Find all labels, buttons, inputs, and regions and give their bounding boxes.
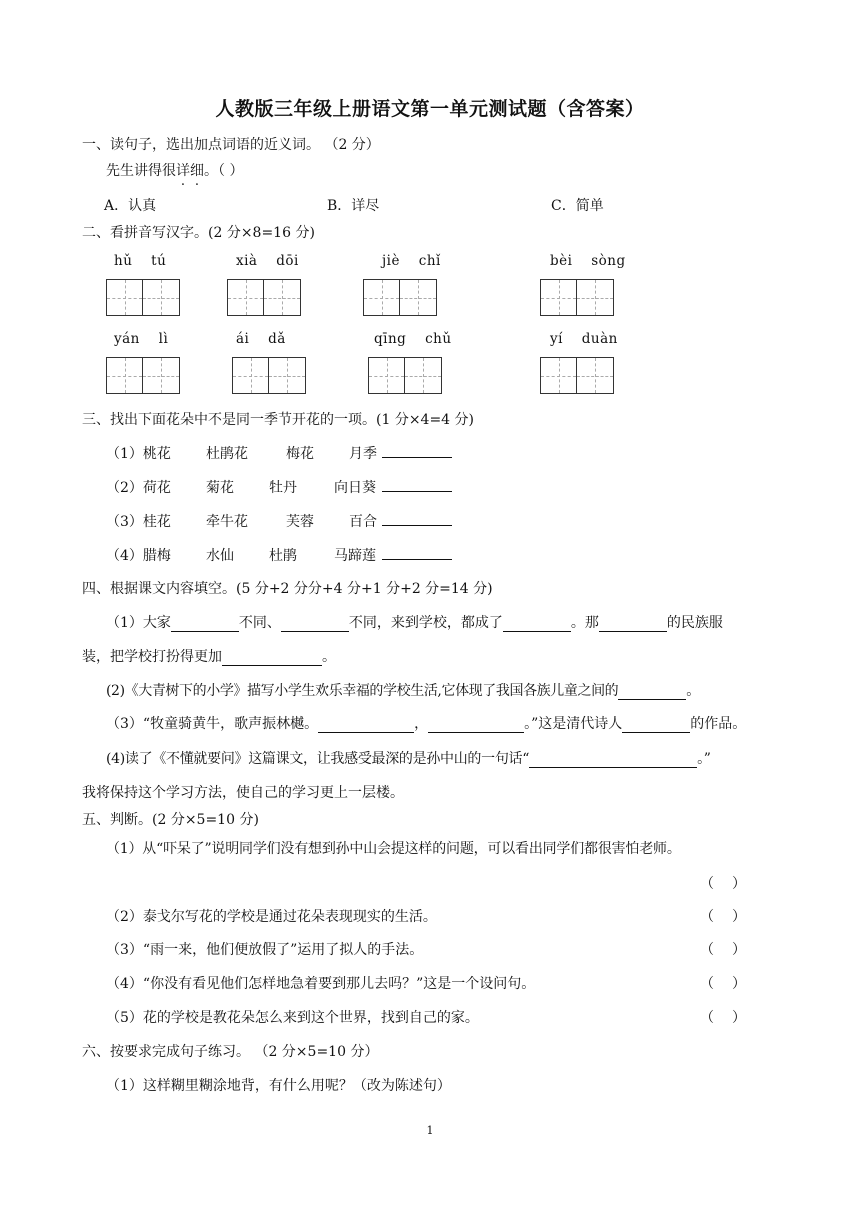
answer-blank[interactable] bbox=[599, 617, 667, 632]
writing-grid[interactable] bbox=[232, 357, 306, 394]
writing-grid[interactable] bbox=[540, 357, 614, 394]
fill-question-1: （1）大家 不同、 不同，来到学校，都成了 。那 的民族服 bbox=[106, 615, 723, 631]
section-1-sentence bbox=[106, 160, 243, 180]
answer-blank[interactable] bbox=[382, 443, 452, 458]
section-5-heading: 五、判断。(2 分×5=10 分) bbox=[82, 812, 259, 828]
flower-item: （2）荷花 bbox=[106, 480, 171, 496]
fill-question-2: (2)《大青树下的小学》描写小学生欢乐幸福的学校生活,它体现了我国各族儿童之间的 。 bbox=[106, 683, 700, 699]
flower-item: 马蹄莲 bbox=[334, 548, 376, 564]
fill-question-4: (4)读了《不懂就要问》这篇课文，让我感受最深的是孙中山的一句话“ 。” bbox=[106, 751, 711, 767]
answer-blank[interactable] bbox=[503, 617, 571, 632]
answer-paren[interactable]: （ ） bbox=[700, 909, 746, 925]
judge-item-2: （2）泰戈尔写花的学校是通过花朵表现现实的生活。 bbox=[106, 909, 437, 925]
pinyin-label: bèi sòng bbox=[550, 253, 626, 269]
answer-blank[interactable] bbox=[318, 718, 414, 733]
pinyin-label: qīng chǔ bbox=[374, 331, 452, 347]
answer-paren[interactable]: （ ） bbox=[700, 976, 746, 992]
answer-blank[interactable] bbox=[618, 685, 686, 700]
flower-item: （3）桂花 bbox=[106, 514, 171, 530]
fill-question-3: （3）“牧童骑黄牛，歌声振林樾。 ， 。”这是清代诗人 的作品。 bbox=[106, 716, 747, 732]
section-3-heading: 三、找出下面花朵中不是同一季节开花的一项。(1 分×4=4 分) bbox=[82, 412, 475, 428]
pinyin-label: ái dǎ bbox=[236, 331, 286, 347]
flower-item: 梅花 bbox=[286, 446, 314, 462]
flower-item: 向日葵 bbox=[334, 480, 376, 496]
answer-blank[interactable] bbox=[222, 651, 322, 666]
pinyin-label: yí duàn bbox=[550, 331, 618, 347]
judge-item-4: （4）“你没有看见他们怎样地急着要到那儿去吗？”这是一个设问句。 bbox=[106, 976, 536, 992]
pinyin-label: xià dōi bbox=[236, 253, 299, 269]
section-1-heading: 一、读句子，选出加点词语的近义词。 （2 分） bbox=[82, 137, 380, 153]
answer-blank[interactable] bbox=[529, 753, 697, 768]
writing-grid[interactable] bbox=[106, 357, 180, 394]
dotted-char: 细 bbox=[190, 163, 204, 179]
writing-grid[interactable] bbox=[363, 279, 437, 316]
flower-item: 水仙 bbox=[206, 548, 234, 564]
sentence-text: 先生讲得很 bbox=[106, 163, 176, 179]
flower-item: 菊花 bbox=[206, 480, 234, 496]
flower-item: 杜鹃花 bbox=[206, 446, 248, 462]
section-2-heading: 二、看拼音写汉字。(2 分×8=16 分) bbox=[82, 225, 315, 241]
answer-blank[interactable] bbox=[382, 545, 452, 560]
page-number: 1 bbox=[426, 1124, 434, 1137]
judge-item-5: （5）花的学校是教花朵怎么来到这个世界，找到自己的家。 bbox=[106, 1010, 479, 1026]
option-b: B．详尽 bbox=[327, 198, 380, 214]
flower-item: 芙蓉 bbox=[286, 514, 314, 530]
flower-item: 牵牛花 bbox=[206, 514, 248, 530]
answer-blank[interactable] bbox=[281, 617, 349, 632]
answer-paren[interactable]: （ ） bbox=[700, 1010, 746, 1026]
answer-blank[interactable] bbox=[382, 511, 452, 526]
judge-item-1: （1）从“吓呆了”说明同学们没有想到孙中山会提这样的问题，可以看出同学们都很害怕老师。 bbox=[106, 841, 681, 857]
flower-item: 百合 bbox=[349, 514, 377, 530]
dotted-char: 详 bbox=[176, 163, 190, 179]
answer-parenthesis: 。（ ） bbox=[204, 163, 244, 179]
flower-item: 牡丹 bbox=[269, 480, 297, 496]
flower-item: 月季 bbox=[349, 446, 377, 462]
sentence-question-1: （1）这样糊里糊涂地背，有什么用呢？（改为陈述句） bbox=[106, 1078, 451, 1094]
flower-item: 杜鹃 bbox=[269, 548, 297, 564]
fill-question-4-cont: 我将保持这个学习方法，使自己的学习更上一层楼。 bbox=[82, 785, 404, 801]
answer-paren[interactable]: （ ） bbox=[700, 876, 746, 892]
answer-paren[interactable]: （ ） bbox=[700, 942, 746, 958]
option-a: A．认真 bbox=[104, 198, 157, 214]
writing-grid[interactable] bbox=[368, 357, 442, 394]
page-title: 人教版三年级上册语文第一单元测试题（含答案） bbox=[215, 98, 645, 120]
flower-item: （4）腊梅 bbox=[106, 548, 171, 564]
pinyin-label: yán lì bbox=[114, 331, 169, 347]
fill-question-1-cont: 装，把学校打扮得更加 。 bbox=[82, 649, 336, 665]
answer-blank[interactable] bbox=[382, 477, 452, 492]
judge-item-3: （3）“雨一来，他们便放假了”运用了拟人的手法。 bbox=[106, 942, 424, 958]
writing-grid[interactable] bbox=[227, 279, 301, 316]
answer-blank[interactable] bbox=[171, 617, 239, 632]
writing-grid[interactable] bbox=[540, 279, 614, 316]
flower-item: （1）桃花 bbox=[106, 446, 171, 462]
answer-blank[interactable] bbox=[622, 718, 690, 733]
writing-grid[interactable] bbox=[106, 279, 180, 316]
section-6-heading: 六、按要求完成句子练习。 （2 分×5=10 分） bbox=[82, 1044, 379, 1060]
answer-blank[interactable] bbox=[428, 718, 524, 733]
pinyin-label: jiè chǐ bbox=[382, 253, 441, 269]
section-4-heading: 四、根据课文内容填空。(5 分+2 分分+4 分+1 分+2 分=14 分) bbox=[82, 581, 493, 597]
pinyin-label: hǔ tú bbox=[114, 253, 167, 269]
option-c: C．简单 bbox=[551, 198, 604, 214]
